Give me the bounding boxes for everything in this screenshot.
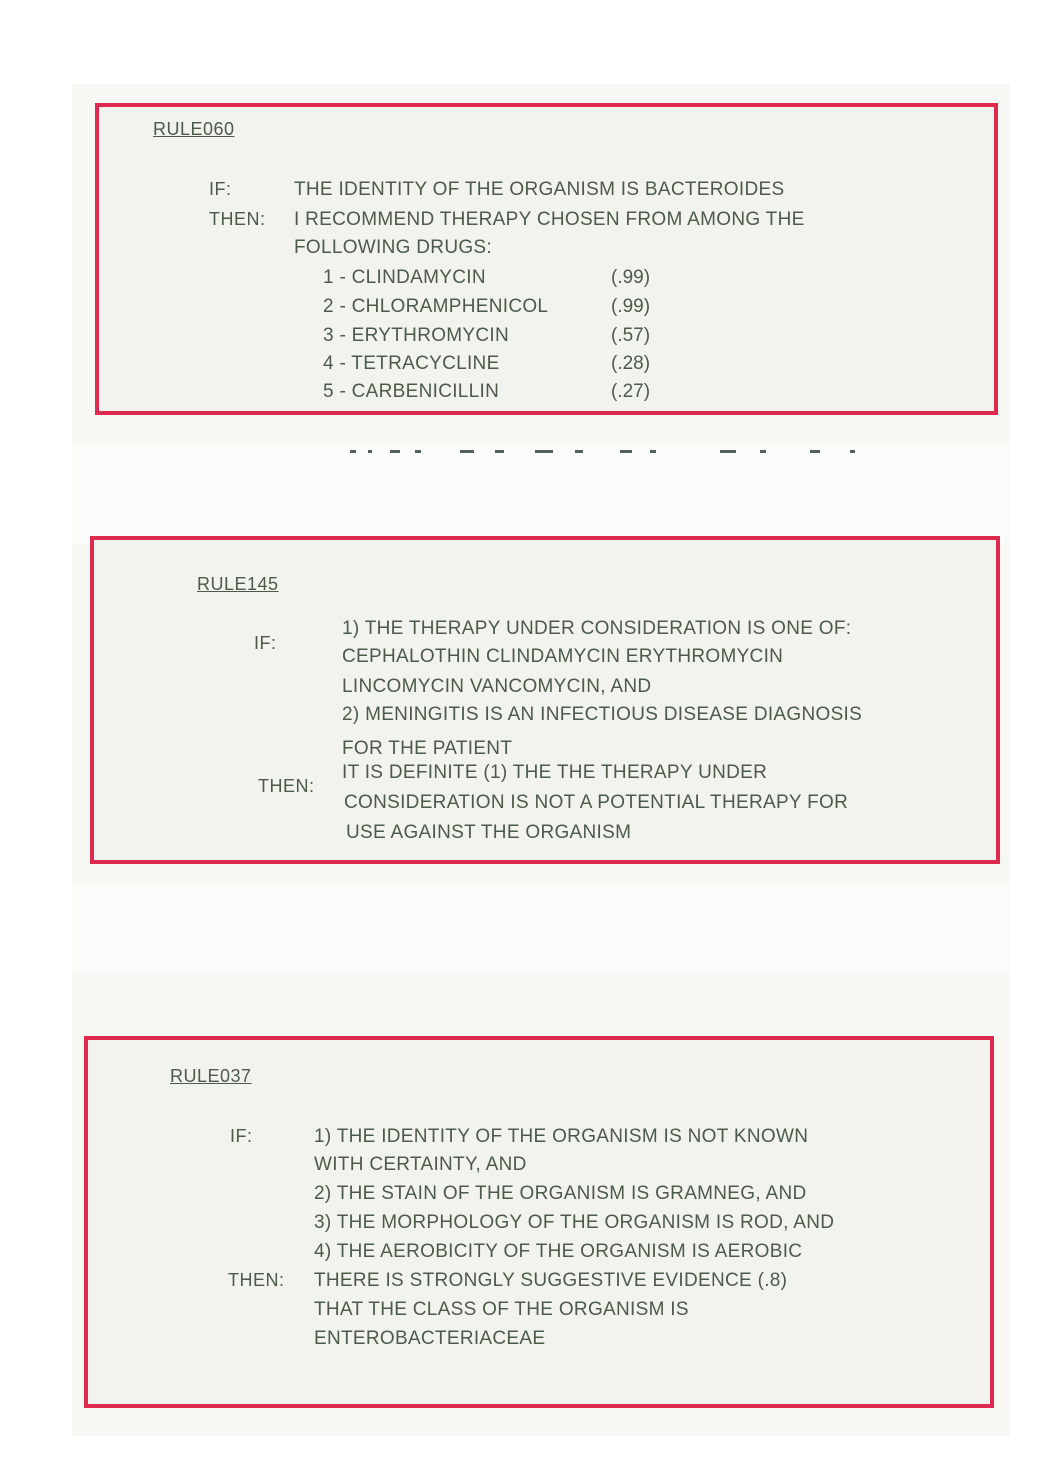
drug-name: 1 - CLINDAMYCIN xyxy=(323,267,486,288)
if-line: LINCOMYCIN VANCOMYCIN, AND xyxy=(342,676,652,697)
paper-band xyxy=(72,884,1010,974)
if-line: CEPHALOTHIN CLINDAMYCIN ERYTHROMYCIN xyxy=(342,646,784,667)
then-line: FOLLOWING DRUGS: xyxy=(294,237,492,258)
if-label: IF: xyxy=(254,633,277,653)
if-line: 3) THE MORPHOLOGY OF THE ORGANISM IS ROD, AND xyxy=(314,1212,835,1233)
drug-certainty: (.57) xyxy=(611,325,651,346)
then-label: THEN: xyxy=(209,209,266,229)
rule-card xyxy=(95,103,998,415)
then-line: ENTEROBACTERIACEAE xyxy=(314,1328,546,1349)
if-line: 4) THE AEROBICITY OF THE ORGANISM IS AEROBIC xyxy=(314,1241,803,1262)
if-line: 2) THE STAIN OF THE ORGANISM IS GRAMNEG, AND xyxy=(314,1183,807,1204)
then-line: CONSIDERATION IS NOT A POTENTIAL THERAPY FOR xyxy=(344,792,849,813)
if-label: IF: xyxy=(209,179,232,199)
then-line: I RECOMMEND THERAPY CHOSEN FROM AMONG THE xyxy=(294,209,805,230)
if-line: 1) THE IDENTITY OF THE ORGANISM IS NOT KNOWN xyxy=(314,1126,809,1147)
if-line: 2) MENINGITIS IS AN INFECTIOUS DISEASE DIAGNOSIS xyxy=(342,704,863,725)
if-line: THE IDENTITY OF THE ORGANISM IS BACTEROIDES xyxy=(294,179,785,200)
if-line: WITH CERTAINTY, AND xyxy=(314,1154,527,1175)
then-line: THAT THE CLASS OF THE ORGANISM IS xyxy=(314,1299,689,1320)
drug-certainty: (.27) xyxy=(611,381,651,402)
rule-title: RULE145 xyxy=(197,574,279,594)
then-label: THEN: xyxy=(258,776,315,796)
then-line: USE AGAINST THE ORGANISM xyxy=(346,822,632,843)
drug-certainty: (.28) xyxy=(611,353,651,374)
rule-card xyxy=(84,1036,994,1408)
then-label: THEN: xyxy=(228,1270,285,1290)
cut-text-residue xyxy=(320,440,890,454)
drug-name: 2 - CHLORAMPHENICOL xyxy=(323,296,549,317)
rule-title: RULE060 xyxy=(153,119,235,139)
if-label: IF: xyxy=(230,1126,253,1146)
then-line: THERE IS STRONGLY SUGGESTIVE EVIDENCE (.8) xyxy=(314,1270,788,1291)
drug-name: 3 - ERYTHROMYCIN xyxy=(323,325,510,346)
drug-certainty: (.99) xyxy=(611,296,651,317)
rule-title: RULE037 xyxy=(170,1066,252,1086)
if-line: 1) THE THERAPY UNDER CONSIDERATION IS ONE OF: xyxy=(342,618,852,639)
drug-certainty: (.99) xyxy=(611,267,651,288)
then-line: IT IS DEFINITE (1) THE THE THERAPY UNDER xyxy=(342,762,768,783)
rule-card xyxy=(90,536,1000,864)
drug-name: 5 - CARBENICILLIN xyxy=(323,381,500,402)
paper-band xyxy=(72,444,1010,544)
drug-name: 4 - TETRACYCLINE xyxy=(323,353,500,374)
if-line: FOR THE PATIENT xyxy=(342,738,513,759)
